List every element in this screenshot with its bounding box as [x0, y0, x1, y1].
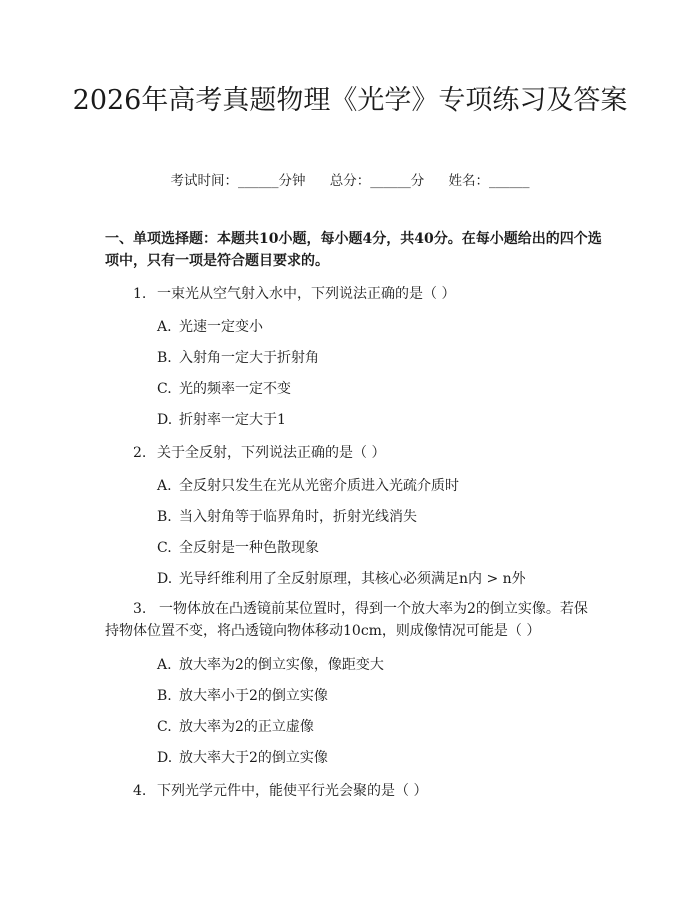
option-text: 光的频率一定不变: [179, 381, 291, 397]
option-letter: A.: [157, 478, 172, 494]
total-score-blank: ______: [370, 173, 411, 189]
option-text: 放大率小于2的倒立实像: [179, 688, 328, 704]
option-letter: D.: [157, 750, 173, 766]
question-2-option-d: [157, 568, 526, 588]
total-score-field: [330, 173, 425, 189]
question-1-option-a: [157, 316, 263, 336]
option-text: 全反射是一种色散现象: [179, 540, 319, 556]
option-letter: A.: [157, 319, 172, 335]
option-letter: C.: [157, 381, 172, 397]
total-score-unit: 分: [410, 173, 425, 189]
exam-time-unit: 分钟: [278, 173, 306, 189]
question-number: 3.: [133, 601, 147, 617]
exam-time-field: [170, 173, 305, 189]
total-score-label: 总分：: [329, 173, 371, 189]
option-letter: C.: [157, 540, 172, 556]
option-letter: C.: [157, 719, 172, 735]
exam-time-blank: ______: [237, 173, 279, 189]
student-name-field: [449, 173, 530, 189]
option-letter: A.: [157, 657, 172, 673]
student-name-blank: ______: [489, 173, 530, 189]
option-text: 入射角一定大于折射角: [179, 350, 319, 366]
question-3-option-d: [157, 747, 328, 767]
option-text: 放大率为2的正立虚像: [179, 719, 314, 735]
question-2-option-a: [157, 475, 459, 495]
option-text: 放大率为2的倒立实像，像距变大: [179, 657, 384, 673]
question-1: [133, 283, 455, 303]
student-name-label: 姓名：: [448, 173, 490, 189]
option-text: 全反射只发生在光从光密介质进入光疏介质时: [179, 478, 459, 494]
question-number: 1.: [133, 286, 147, 302]
question-2: [133, 442, 385, 462]
exam-info-line: [0, 169, 700, 189]
question-3-option-c: [157, 716, 314, 736]
option-letter: B.: [157, 688, 172, 704]
section-heading-single-choice: 一、单项选择题：本题共10小题，每小题4分，共40分。在每小题给出的四个选项中，只有一项是符合题目要求的。: [105, 231, 602, 269]
question-3-option-a: [157, 654, 384, 674]
question-4: [133, 780, 427, 800]
question-number: 2.: [133, 445, 147, 461]
question-text: 下列光学元件中，能使平行光会聚的是（ ）: [157, 783, 428, 799]
exam-time-label: 考试时间：: [170, 173, 238, 189]
option-text: 光速一定变小: [179, 319, 263, 335]
option-letter: B.: [157, 509, 172, 525]
question-1-option-b: [157, 347, 319, 367]
question-2-option-c: [157, 537, 319, 557]
option-letter: B.: [157, 350, 172, 366]
option-text: 折射率一定大于1: [179, 412, 286, 428]
question-3-option-b: [157, 685, 328, 705]
question-2-option-b: [157, 506, 417, 526]
question-number: 4.: [133, 783, 147, 799]
question-text: 一束光从空气射入水中，下列说法正确的是（ ）: [157, 286, 456, 302]
page-title: 2026年高考真题物理《光学》专项练习及答案: [72, 85, 628, 116]
option-letter: D.: [157, 412, 173, 428]
option-letter: D.: [157, 571, 173, 587]
question-3: [105, 598, 597, 642]
question-1-option-c: [157, 378, 291, 398]
question-text: 一物体放在凸透镜前某位置时，得到一个放大率为2的倒立实像。若保持物体位置不变，将凸透镜向物体移动10cm，则成像情况可能是（ ）: [105, 601, 588, 639]
option-text: 当入射角等于临界角时，折射光线消失: [179, 509, 417, 525]
option-text: 放大率大于2的倒立实像: [179, 750, 328, 766]
question-text: 关于全反射，下列说法正确的是（ ）: [157, 445, 386, 461]
question-1-option-d: [157, 409, 286, 429]
option-text: 光导纤维利用了全反射原理，其核心必须满足n内 > n外: [179, 571, 526, 587]
